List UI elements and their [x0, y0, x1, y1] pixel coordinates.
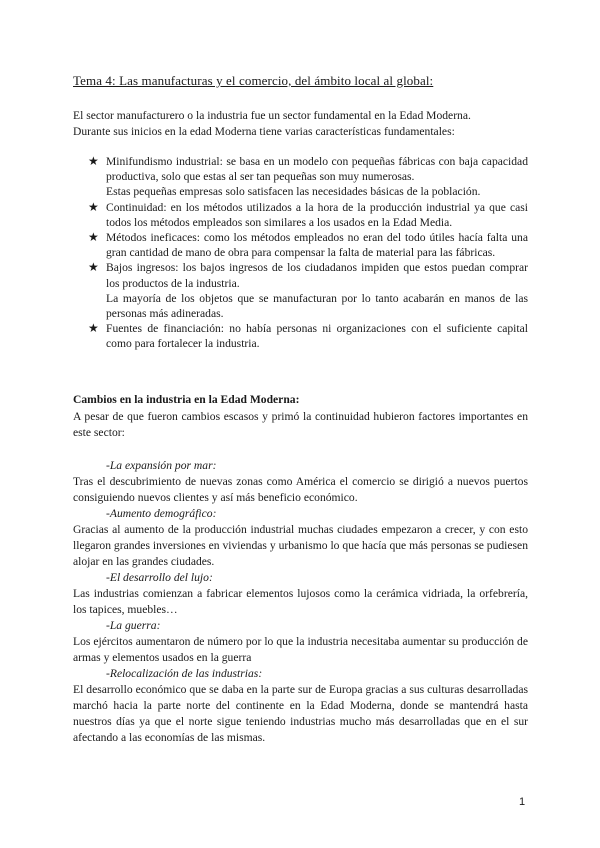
bullet-extra-text: La mayoría de los objetos que se manufacturan por lo tanto acabarán en manos de las personas más adineradas.	[106, 291, 528, 321]
bullet-text: Continuidad: en los métodos utilizados a la hora de la producción industrial ya que casi todos los métodos empleados son similares a los usados en la Edad Media.	[106, 200, 528, 229]
intro-line: El sector manufacturero o la industria fue un sector fundamental en la Edad Moderna.	[73, 109, 471, 122]
bullet-text: Bajos ingresos: los bajos ingresos de los ciudadanos impiden que estos puedan comprar los productos de la industria.	[106, 261, 528, 290]
factors-list	[73, 458, 528, 746]
section-heading: Cambios en la industria en la Edad Moderna:	[73, 393, 300, 406]
star-bullet-icon: ★	[88, 230, 99, 245]
bullet-text: Métodos ineficaces: como los métodos empleados no eran del todo útiles hacía falta una gran cantidad de mano de obra para compensar la falta de material para las fábricas.	[106, 231, 528, 260]
intro-paragraph	[73, 108, 528, 140]
factor-title: -El desarrollo del lujo:	[106, 571, 213, 584]
factor-title: -Relocalización de las industrias:	[106, 667, 263, 680]
characteristics-list	[73, 154, 528, 352]
bullet-text: Fuentes de financiación: no había personas ni organizaciones con el suficiente capital como para fortalecer la industria.	[106, 322, 528, 351]
page-title: Tema 4: Las manufacturas y el comercio, del ámbito local al global:	[73, 73, 434, 88]
star-bullet-icon: ★	[88, 260, 99, 275]
section-intro: A pesar de que fueron cambios escasos y primó la continuidad hubieron factores importantes en este sector:	[73, 410, 528, 439]
factor-body: Las industrias comienzan a fabricar elementos lujosos como la cerámica vidriada, la orfebrería, los tapices, muebles…	[73, 587, 528, 616]
star-bullet-icon: ★	[88, 321, 99, 336]
factor-body: El desarrollo económico que se daba en la parte sur de Europa gracias a sus culturas desarrolladas marchó hacia la parte norte del continente en la Edad Moderna, donde se mantendrá hasta nuestros días ya que el norte sigue teniendo industrias mucho más desarrolladas que en el sur afectando a las economías de las mismas.	[73, 683, 528, 744]
list-item	[73, 154, 528, 200]
star-bullet-icon: ★	[88, 199, 99, 214]
bullet-extra-text: Estas pequeñas empresas solo satisfacen las necesidades básicas de la población.	[106, 185, 481, 199]
factor-title: -La guerra:	[106, 619, 161, 632]
factor-title: -La expansión por mar:	[106, 459, 217, 472]
factor-body: Tras el descubrimiento de nuevas zonas como América el comercio se dirigió a nuevos puertos consiguiendo nuevos clientes y así más beneficio económico.	[73, 475, 528, 504]
intro-line: Durante sus inicios en la edad Moderna tiene varias características fundamentales:	[73, 125, 455, 138]
star-bullet-icon: ★	[88, 154, 99, 168]
page-number: 1	[519, 796, 526, 808]
factor-body: Gracias al aumento de la producción industrial muchas ciudades empezaron a crecer, y con esto llegaron grandes inversiones en viviendas y urbanismo lo que hacía que más personas se pudiesen alojar en las grandes ciudades.	[73, 523, 528, 568]
list-item	[73, 230, 528, 260]
factor-body: Los ejércitos aumentaron de número por lo que la industria necesitaba aumentar su producción de armas y elementos usados en la guerra	[73, 635, 528, 664]
list-item	[73, 260, 528, 321]
factor-title: -Aumento demográfico:	[106, 507, 217, 520]
bullet-text: Minifundismo industrial: se basa en un modelo con pequeñas fábricas con baja capacidad productiva, solo que estas al ser tan pequeñas son muy numerosas.	[106, 155, 528, 184]
list-item	[73, 200, 528, 230]
list-item	[73, 321, 528, 351]
